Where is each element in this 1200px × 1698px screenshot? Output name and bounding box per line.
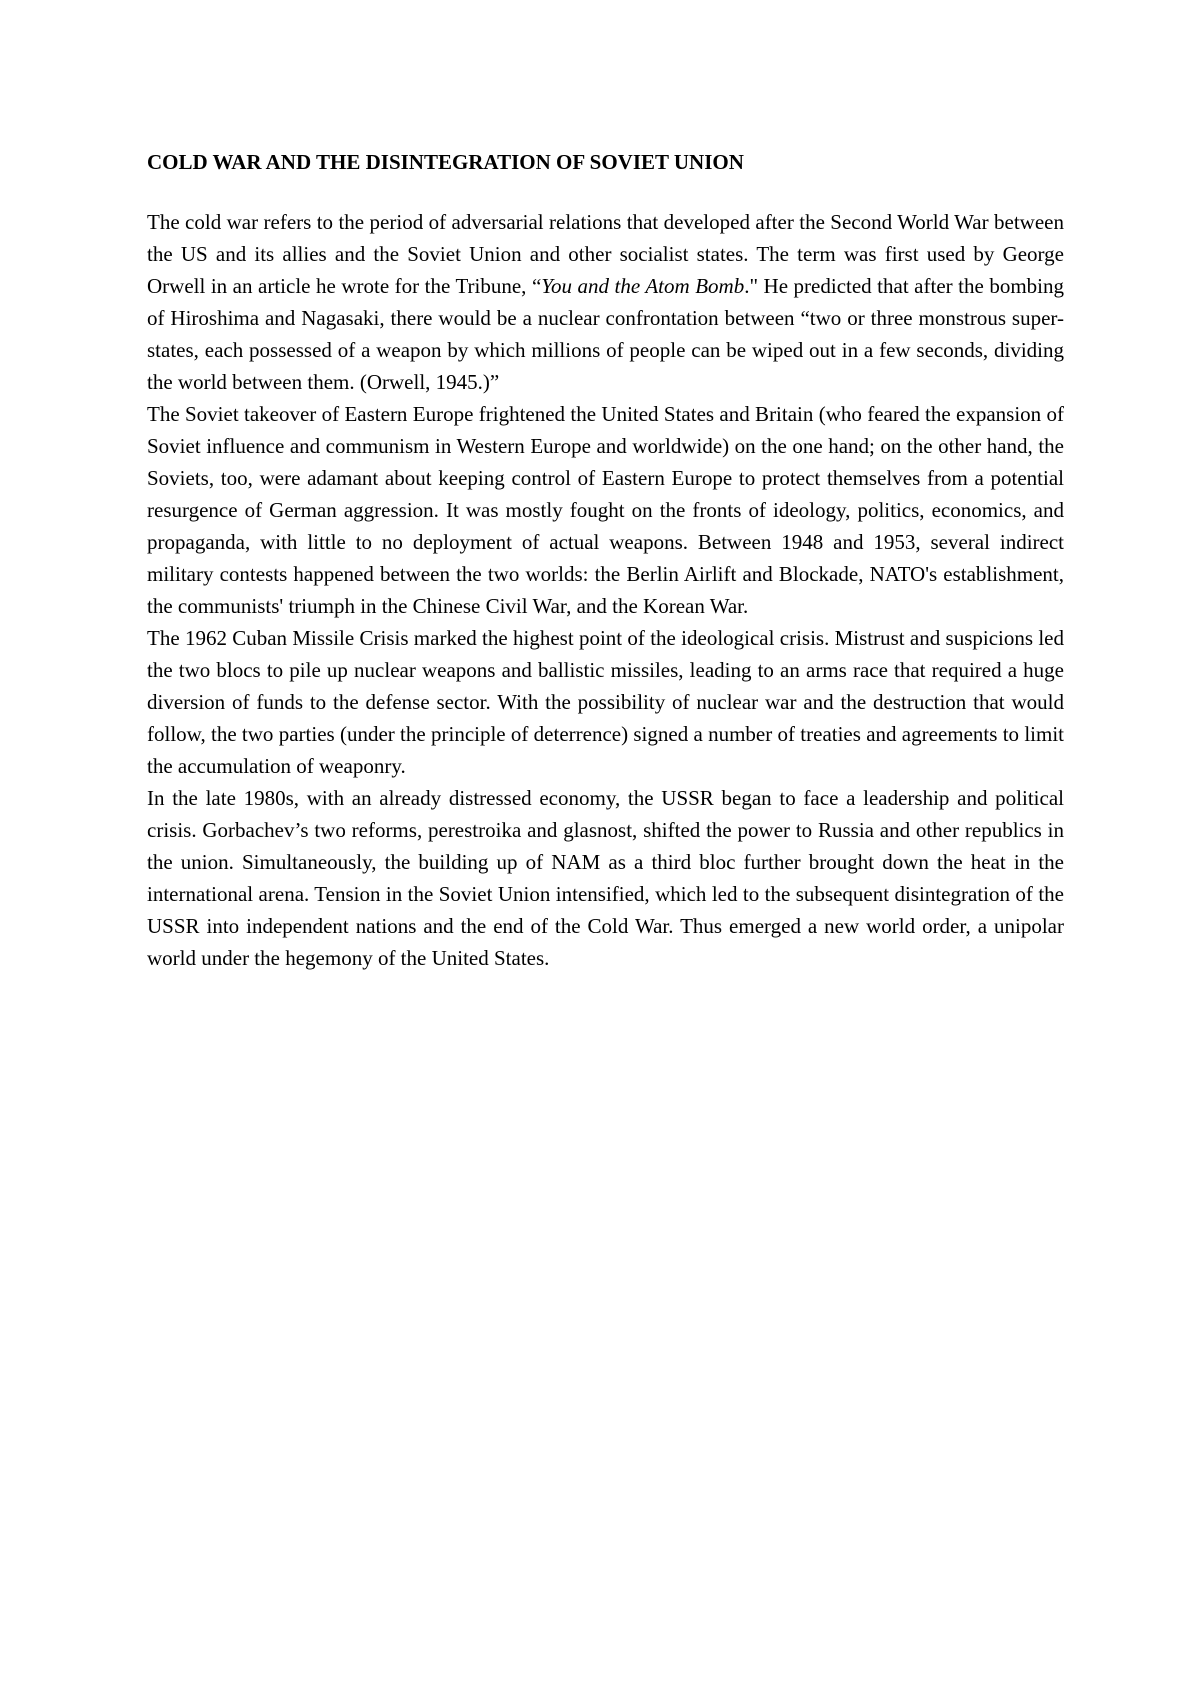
article-title-italic: You and the Atom Bomb <box>541 274 745 298</box>
paragraph-3: The 1962 Cuban Missile Crisis marked the highest point of the ideological crisis. Mistrust and suspicions led the two blocs to pile up nuclear weapons and ballistic missiles, leading to an arms race that required a huge diversion of funds to the defense sector. With the possibility of nuclear war and the destruction that would follow, the two parties (under the principle of deterrence) signed a number of treaties and agreements to limit the accumulation of weaponry. <box>147 626 1064 778</box>
paragraph-1-text-end: ." He predicted that after the bombing of Hiroshima and Nagasaki, there would be a nuclear confrontation between “two or three monstrous super-states, each possessed of a weapon by which millions of people can be wiped out in a few seconds, dividing the world between them. (Orwell, 1945.)” <box>147 274 1065 394</box>
paragraph-4: In the late 1980s, with an already distressed economy, the USSR began to face a leadership and political crisis. Gorbachev’s two reforms, perestroika and glasnost, shifted the power to Russia and other republics in the union. Simultaneously, the building up of NAM as a third bloc further brought down the heat in the international arena. Tension in the Soviet Union intensified, which led to the subsequent disintegration of the USSR into independent nations and the end of the Cold War. Thus emerged a new world order, a unipolar world under the hegemony of the United States. <box>147 786 1064 970</box>
paragraph-2: The Soviet takeover of Eastern Europe frightened the United States and Britain (who feared the expansion of Soviet influence and communism in Western Europe and worldwide) on the one hand; on the other hand, the Soviets, too, were adamant about keeping control of Eastern Europe to protect themselves from a potential resurgence of German aggression. It was mostly fought on the fronts of ideology, politics, economics, and propaganda, with little to no deployment of actual weapons. Between 1948 and 1953, several indirect military contests happened between the two worlds: the Berlin Airlift and Blockade, NATO's establishment, the communists' triumph in the Chinese Civil War, and the Korean War. <box>147 402 1064 618</box>
document-page <box>147 146 1064 974</box>
paragraph-1-text-start: The cold war refers to the period of adversarial relations that developed after the Second World War between the US and its allies and the Soviet Union and other socialist states. The term was first used by George Orwell in an article he wrote for the Tribune, “ <box>147 210 1064 298</box>
document-title: COLD WAR AND THE DISINTEGRATION OF SOVIET UNION <box>147 150 744 174</box>
paragraph-1 <box>147 206 1064 398</box>
